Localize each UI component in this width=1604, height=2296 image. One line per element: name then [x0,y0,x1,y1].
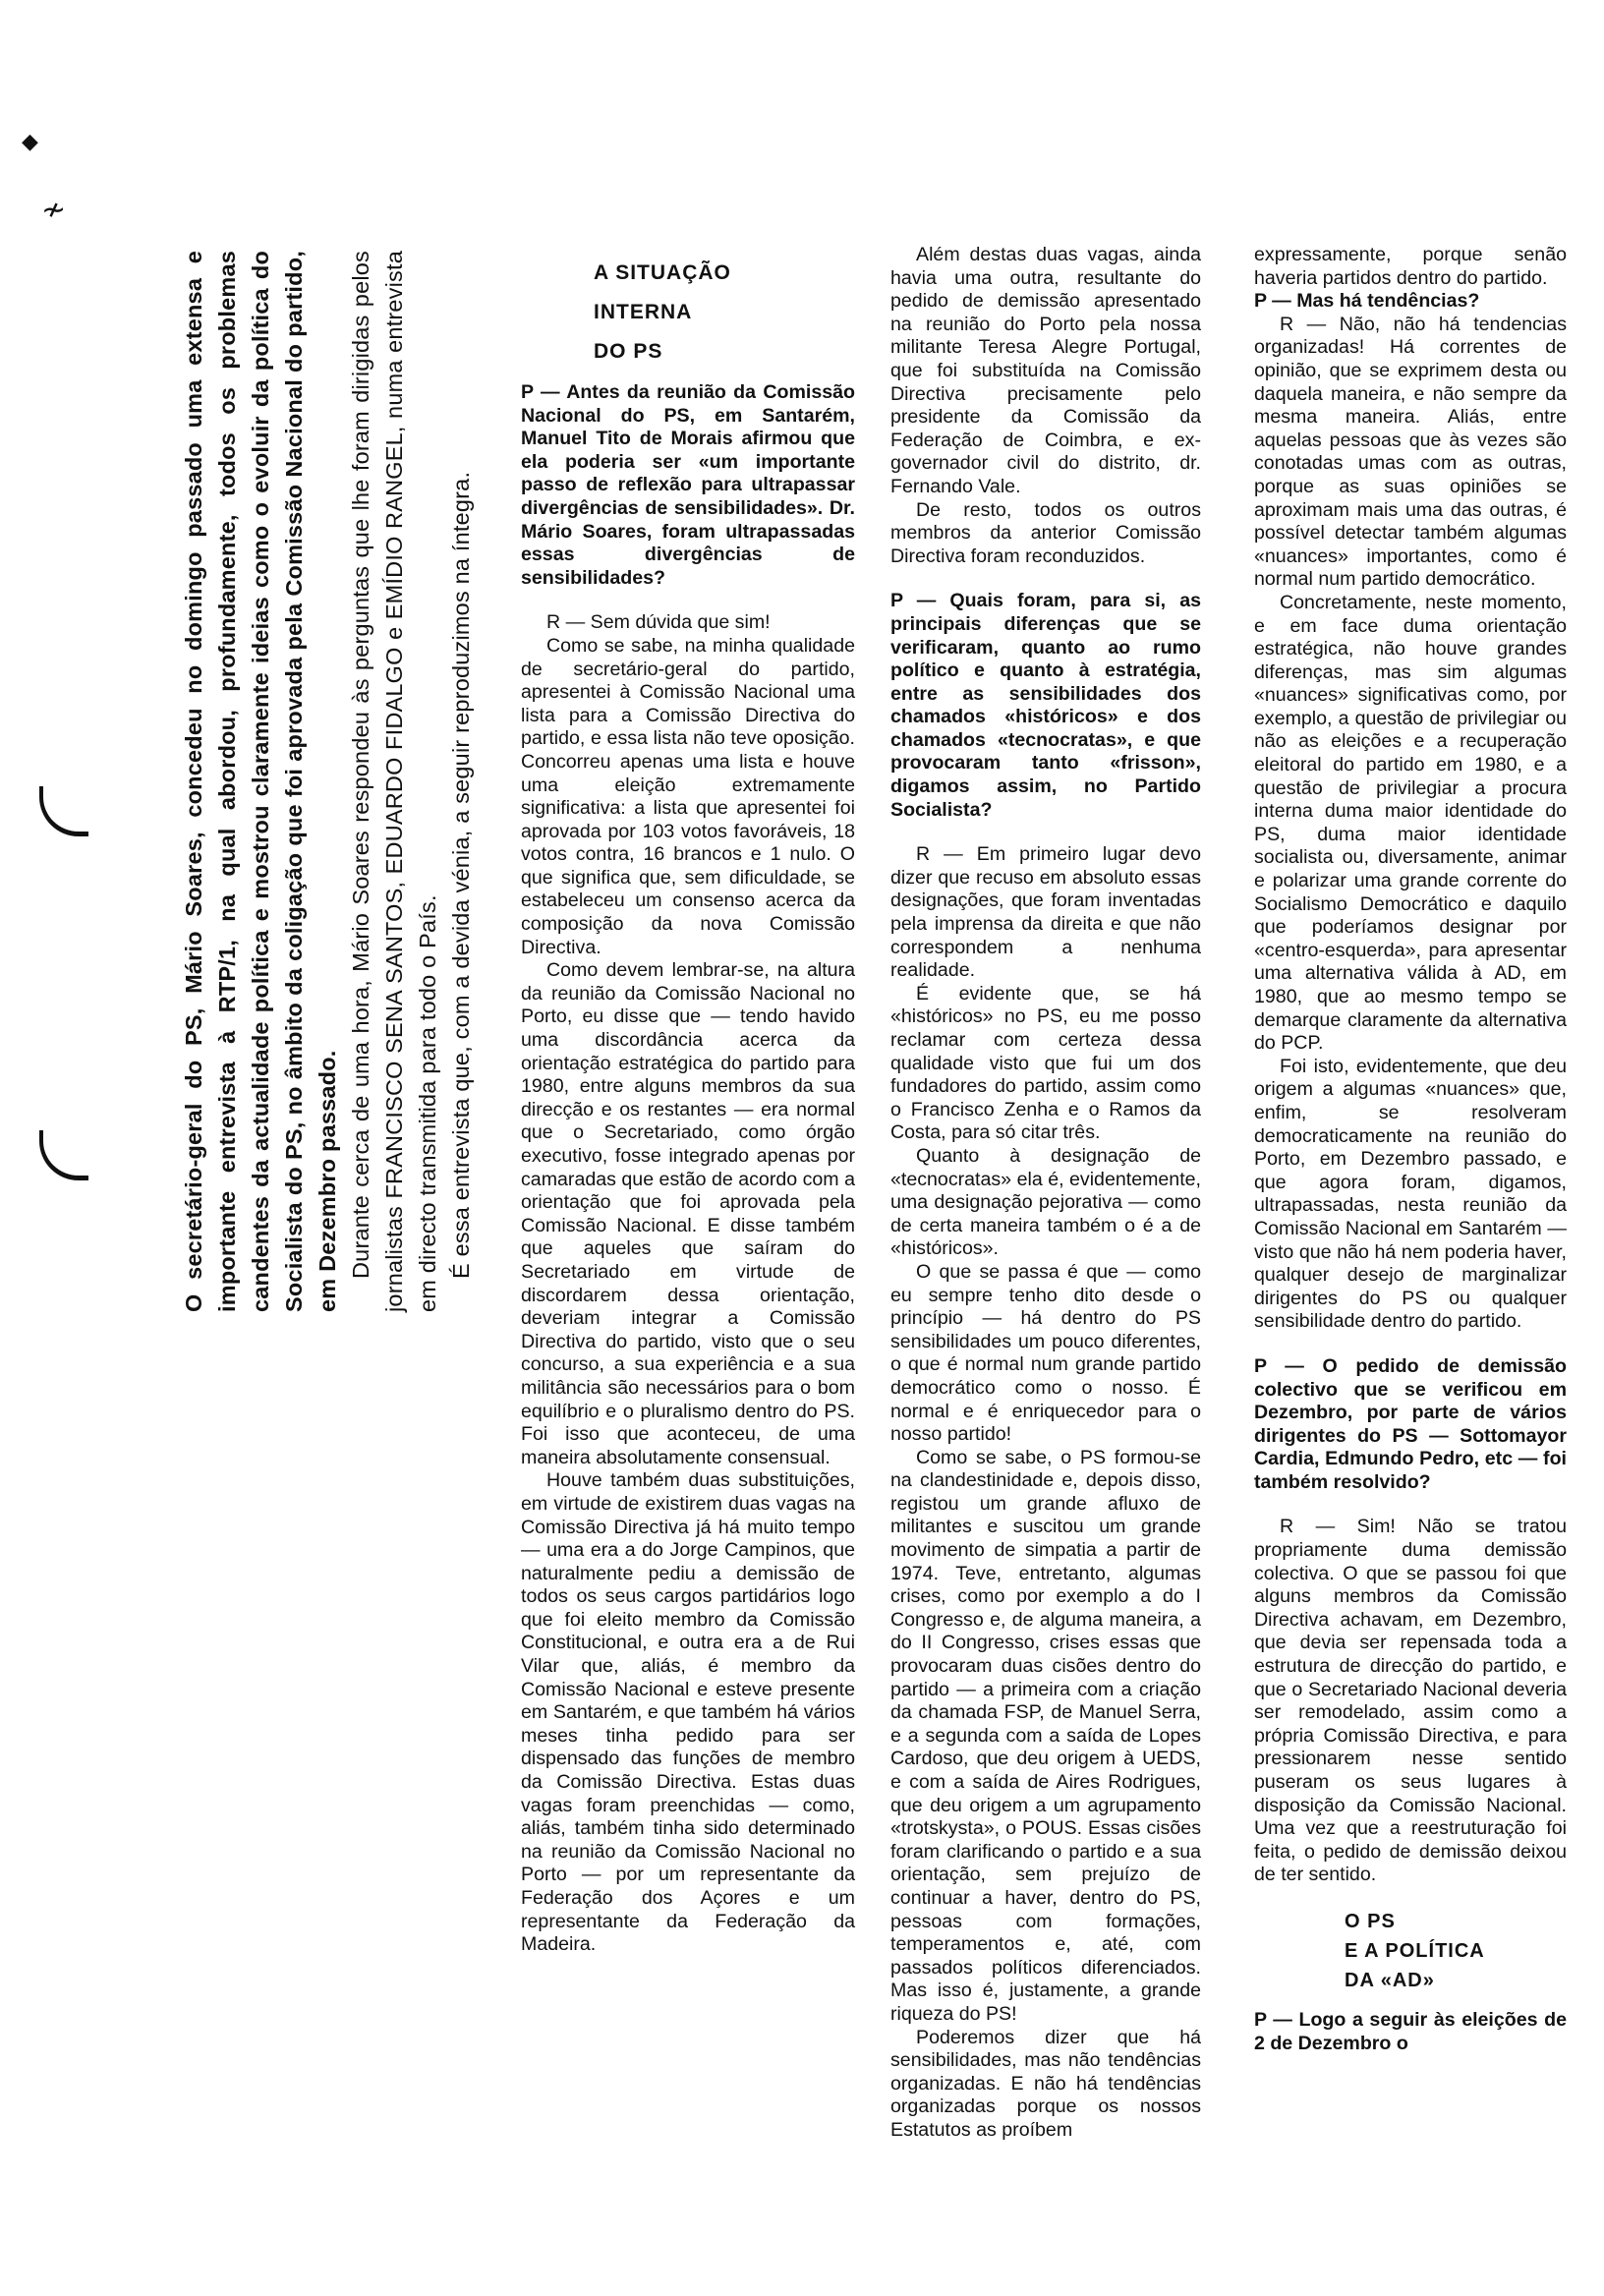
article-paragraph: Houve também duas substituições, em virtude de existirem duas vagas na Comissão Directiva já há muito tempo — uma era a do Jorge Campinos, que naturalmente pediu a demissão de todos os seus cargos partidários logo que foi eleito membro da Comissão Constitucional, e outra era a de Rui Vilar que, aliás, é membro da Comissão Nacional e esteve presente em Santarém, e que também há vários meses tinha pedido para ser dispensado das funções de membro da Comissão Directiva. Estas duas vagas foram preenchidas — como, aliás, também tinha sido determinado na reunião da Comissão Nacional no Porto — por um representante da Federação dos Açores e um representante da Federação da Madeira. [521,1469,855,1956]
interview-question: P — Quais foram, para si, as principais diferenças que se verificaram, quanto ao rumo político e quanto à estratégia, entre as sensibilidades dos chamados «históricos» e dos chamados «tecnocratas», e que provocaram tanto «frisson», digamos assim, no Partido Socialista? [890,590,1201,821]
article-paragraph: Como devem lembrar-se, na altura da reunião da Comissão Nacional no Porto, eu disse que — tendo havido uma discordância acerca da orientação estratégica do partido para 1980, entre alguns membros da sua direcção e os restantes — era normal que o Secretariado, como órgão executivo, fosse integrado apenas por camaradas que estão de acordo com a orientação que foi aprovada pela Comissão Nacional. E disse também que aqueles que saíram do Secretariado em virtude de discordarem dessa orientação, deveriam integrar a Comissão Directiva do partido, visto que o seu concurso, a sua experiência e a sua militância são necessários para o bom equilíbrio e o pluralismo dentro do PS. Foi isso que aconteceu, de uma maneira absolutamente consensual. [521,959,855,1468]
article-paragraph: Concretamente, neste momento, e em face duma orientação estratégica, não houve grandes diferenças, mas sim algumas «nuances» significativas como, por exemplo, a questão de privilegiar ou não as eleições e a recuperação eleitoral do partido em 1980, e a questão de privilegiar a procura interna duma maior identidade do PS, duma maior identidade socialista ou, diversamente, animar e polarizar uma grande corrente do Socialismo Democrático e daquilo que poderíamos designar por «centro-esquerda», para apresentar uma alternativa válida à AD, em 1980, que ao mesmo tempo se demarque claramente da alternativa do PCP. [1254,591,1567,1055]
intro-paragraph-3: É essa entrevista que, com a devida vénia, a seguir reproduzimos na íntegra. [448,471,474,1279]
interview-question: P — Logo a seguir às eleições de 2 de Dezembro o [1254,2008,1567,2054]
scan-mark-curl: ≁ [41,193,67,227]
article-column-3 [1254,244,1567,2055]
paragraph-gap [890,568,1201,590]
intro-block [177,251,478,1312]
article-column-3-bottom [1254,2009,1567,2055]
punch-hole-mark-1 [39,786,88,836]
article-paragraph: R — Não, não há tendencias organizadas! Há correntes de opinião, que se exprimem desta ou daquela maneira, e não sempre da mesma maneira. Aliás, entre aquelas pessoas que às vezes são conotadas umas com as outras, porque as suas opiniões se aproximam mais uma das outras, é possível detectar também algumas «nuances» importantes, como é normal num partido democrático. [1254,313,1567,591]
article-paragraph: R — Em primeiro lugar devo dizer que recuso em absoluto essas designações, que foram inventadas pela imprensa da direita e que não correspondem a nenhuma realidade. [890,843,1201,982]
section-title-line: DA «AD» [1345,1969,1435,1991]
section-title-line: O PS [1345,1910,1396,1932]
article-paragraph: expressamente, porque senão haveria partidos dentro do partido. [1254,244,1567,289]
article-column-1 [521,381,855,1957]
section-title-ps-politica [1345,1907,1567,1995]
punch-hole-mark-2 [39,1130,88,1180]
section-title-line: E A POLÍTICA [1345,1939,1485,1962]
section-title-situacao [594,254,731,372]
intro-paragraph-2: Durante cerca de uma hora, Mário Soares respondeu às perguntas que lhe foram dirigidas pelos jornalistas FRANCISCO SENA SANTOS, EDUARDO FIDALGO e EMÍDIO RANGEL, numa entrevista em directo transmitida para todo o País. [348,251,440,1312]
paragraph-gap [890,822,1201,843]
scan-mark-top: ◆ [22,130,38,154]
article-paragraph: Além destas duas vagas, ainda havia uma outra, resultante do pedido de demissão apresentado na reunião do Porto pela nossa militante Teresa Alegre Portugal, que foi substituída na Comissão Directiva precisamente pelo presidente da Comissão da Federação de Coimbra, e ex-governador civil do distrito, dr. Fernando Vale. [890,244,1201,497]
article-paragraph: Como se sabe, o PS formou-se na clandestinidade e, depois disso, registou um grande afluxo de militantes e suscitou um grande movimento de simpatia a partir de 1974. Teve, entretanto, algumas crises, como por exemplo a do I Congresso e, de alguma maneira, a do II Congresso, crises essas que provocaram duas cisões dentro do partido — a primeira com a criação da chamada FSP, de Manuel Serra, e a segunda com a saída de Lopes Cardoso, que deu origem à UEDS, e com a saída de Aires Rodrigues, que deu origem a um agrupamento «trotskysta», o POUS. Essas cisões foram clarificando o partido e a sua orientação, sem prejuízo de continuar a haver, dentro do PS, pessoas com formações, temperamentos e, até, com passados políticos diferenciados. Mas isso é, justamente, a grande riqueza do PS! [890,1446,1201,2025]
intro-lead: O secretário-geral do PS, Mário Soares, concedeu no domingo passado uma extensa e importante entrevista à RTP/1, na qual abordou, profundamente, todos os problemas candentes da actualidade política e mostrou claramente ideias como o evoluir da política do Socialista do PS, no âmbito da coligação que foi aprovada pela Comissão Nacional do partido, em Dezembro passado. [181,251,340,1312]
article-column-3-top [1254,244,1567,1887]
interview-question: P — Mas há tendências? [1254,290,1480,313]
article-paragraph: Como se sabe, na minha qualidade de secretário-geral do partido, apresentei à Comissão Nacional uma lista para a Comissão Directiva do partido, e essa lista não teve oposição. Concorreu apenas uma lista e houve uma eleição extremamente significativa: a lista que apresentei foi aprovada por 103 votos favoráveis, 18 votos contra, 16 brancos e 1 nulo. O que significa que, sem dificuldade, se estabeleceu um consenso acerca da composição da nova Comissão Directiva. [521,634,855,958]
interview-question: P — O pedido de demissão colectivo que se verificou em Dezembro, por parte de vários dirigentes do PS — Sottomayor Cardia, Edmundo Pedro, etc — foi também resolvido? [1254,1354,1567,1493]
article-paragraph: É evidente que, se há «históricos» no PS, eu me posso reclamar com certeza dessa qualidade visto que fui um dos fundadores do partido, assim como o Francisco Zenha e o Ramos da Costa, para só citar três. [890,982,1201,1144]
article-paragraph: R — Sem dúvida que sim! [546,611,771,634]
paragraph-gap [1254,1494,1567,1516]
section-title-line: A SITUAÇÃO [594,261,731,284]
paragraph-gap [521,590,855,611]
interview-question: P — Antes da reunião da Comissão Nacional do PS, em Santarém, Manuel Tito de Morais afirmou que ela poderia ser «um importante passo de reflexão para ultrapassar divergências de sensibilidades». Dr. Mário Soares, foram ultrapassadas essas divergências de sensibilidades? [521,381,855,589]
article-paragraph: Poderemos dizer que há sensibilidades, mas não tendências organizadas. E não há tendências organizadas porque os nossos Estatutos as proíbem [890,2026,1201,2141]
article-paragraph: Foi isto, evidentemente, que deu origem a algumas «nuances» que, enfim, se resolveram democraticamente na reunião do Porto, em Dezembro passado, e que agora foram, digamos, ultrapassadas, nesta reunião da Comissão Nacional em Santarém — visto que não há nem poderia haver, qualquer desejo de marginalizar dirigentes do PS ou qualquer sensibilidade dentro do partido. [1254,1055,1567,1333]
article-paragraph: O que se passa é que — como eu sempre tenho dito desde o princípio — há dentro do PS sensibilidades um pouco diferentes, o que é normal num grande partido democrático como o nosso. É normal e é enriquecedor para o nosso partido! [890,1260,1201,1446]
article-paragraph: De resto, todos os outros membros da anterior Comissão Directiva foram reconduzidos. [890,498,1201,567]
article-column-2 [890,244,1201,2143]
article-paragraph: R — Sim! Não se tratou propriamente duma demissão colectiva. O que se passou foi que alguns membros da Comissão Directiva achavam, em Dezembro, que devia ser repensada toda a estrutura de direcção do partido, e que o Secretariado Nacional deveria ser remodelado, assim como a própria Comissão Directiva, e para pressionarem nesse sentido puseram os seus lugares à disposição da Comissão Nacional. Uma vez que a reestruturação foi feita, o pedido de demissão deixou de ter sentido. [1254,1516,1567,1886]
paragraph-gap [1254,1334,1567,1355]
section-title-line: INTERNA [594,301,693,323]
article-paragraph: Quanto à designação de «tecnocratas» ela é, evidentemente, uma designação pejorativa — como de certa maneira também o é a de «históricos». [890,1144,1201,1260]
section-title-line: DO PS [594,340,663,363]
